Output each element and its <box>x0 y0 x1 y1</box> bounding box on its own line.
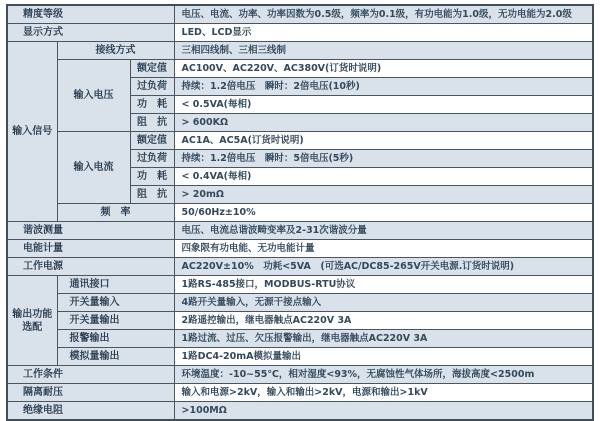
row-wiring-value: 三相四线制、三相三线制 <box>174 42 593 60</box>
table-row <box>7 5 593 24</box>
group-output-options <box>7 276 57 366</box>
row-v-power-label: 功 耗 <box>130 96 174 114</box>
row-display-label: 显示方式 <box>7 24 174 42</box>
row-a-impedance-label: 阻 抗 <box>130 186 174 204</box>
row-analog-value: 1路DC4-20mA模拟量输出 <box>174 348 593 366</box>
table-row <box>7 24 593 42</box>
row-v-rated-value: AC100V、AC220V、AC380V(订货时说明) <box>174 60 593 78</box>
row-power-supply-label: 工作电源 <box>7 258 174 276</box>
row-v-overload-label: 过负荷 <box>130 78 174 96</box>
table-row <box>7 294 593 312</box>
row-wiring-label: 接线方式 <box>57 42 174 60</box>
row-analog-label: 模拟量输出 <box>57 348 174 366</box>
table-row <box>7 276 593 294</box>
row-do-value: 2路遥控输出，继电器触点AC220V 3A <box>174 312 593 330</box>
row-harmonics-label: 谐波测量 <box>7 222 174 240</box>
row-a-power-label: 功 耗 <box>130 168 174 186</box>
row-comm-label: 通讯接口 <box>57 276 174 294</box>
table-row <box>7 60 593 78</box>
row-comm-value: 1路RS-485接口，MODBUS-RTU协议 <box>174 276 593 294</box>
row-display-value: LED、LCD显示 <box>174 24 593 42</box>
table-row <box>7 384 593 402</box>
row-a-rated-value: AC1A、AC5A(订货时说明) <box>174 132 593 150</box>
table-row <box>7 132 593 150</box>
row-di-value: 4路开关量输入，无源干接点输入 <box>174 294 593 312</box>
group-input-signal: 输入信号 <box>7 42 57 222</box>
group-input-voltage: 输入电压 <box>57 60 130 132</box>
row-energy-label: 电能计量 <box>7 240 174 258</box>
group-output-options-line1: 输出功能 <box>12 308 53 320</box>
spec-table <box>6 4 594 421</box>
table-row <box>7 348 593 366</box>
table-row <box>7 402 593 421</box>
group-input-current: 输入电流 <box>57 132 130 204</box>
group-output-options-line2: 选配 <box>22 321 43 333</box>
row-accuracy-label: 精度等级 <box>7 5 174 24</box>
row-conditions-value: 环境温度：-10~55℃，相对湿度<93%，无腐蚀性气体场所，海拔高度<2500m <box>174 366 593 384</box>
table-row <box>7 204 593 222</box>
row-a-rated-label: 额定值 <box>130 132 174 150</box>
row-harmonics-value: 电压、电流总谐波畸变率及2-31次谐波分量 <box>174 222 593 240</box>
row-v-overload-value: 持续：1.2倍电压 瞬时：2倍电压(10秒) <box>174 78 593 96</box>
row-insulation-label: 绝缘电阻 <box>7 402 174 421</box>
row-accuracy-value: 电压、电流、功率、功率因数为0.5级，频率为0.1级，有功电能为1.0级，无功电能为2.0级 <box>174 5 593 24</box>
table-row <box>7 312 593 330</box>
row-do-label: 开关量输出 <box>57 312 174 330</box>
row-v-impedance-value: > 600KΩ <box>174 114 593 132</box>
table-row <box>7 366 593 384</box>
table-row <box>7 42 593 60</box>
row-isolation-value: 输入和电源>2kV，输入和输出>2kV，电源和输出>1kV <box>174 384 593 402</box>
row-a-power-value: < 0.4VA(每相) <box>174 168 593 186</box>
row-energy-value: 四象限有功电能、无功电能计量 <box>174 240 593 258</box>
row-v-impedance-label: 阻 抗 <box>130 114 174 132</box>
row-conditions-label: 工作条件 <box>7 366 174 384</box>
table-row <box>7 258 593 276</box>
row-a-impedance-value: > 20mΩ <box>174 186 593 204</box>
row-frequency-label: 频 率 <box>57 204 174 222</box>
row-v-power-value: < 0.5VA(每相) <box>174 96 593 114</box>
row-insulation-value: >100MΩ <box>174 402 593 421</box>
row-a-overload-value: 持续：1.2倍电压 瞬时：5倍电压(5秒) <box>174 150 593 168</box>
table-row <box>7 330 593 348</box>
row-di-label: 开关量输入 <box>57 294 174 312</box>
row-frequency-value: 50/60Hz±10% <box>174 204 593 222</box>
table-row <box>7 222 593 240</box>
row-alarm-label: 报警输出 <box>57 330 174 348</box>
table-row <box>7 240 593 258</box>
row-a-overload-label: 过负荷 <box>130 150 174 168</box>
row-alarm-value: 1路过流、过压、欠压报警输出，继电器触点AC220V 3A <box>174 330 593 348</box>
row-power-supply-value: AC220V±10% 功耗<5VA (可选AC/DC85-265V开关电源.订货时说明) <box>174 258 593 276</box>
row-isolation-label: 隔离耐压 <box>7 384 174 402</box>
row-v-rated-label: 额定值 <box>130 60 174 78</box>
